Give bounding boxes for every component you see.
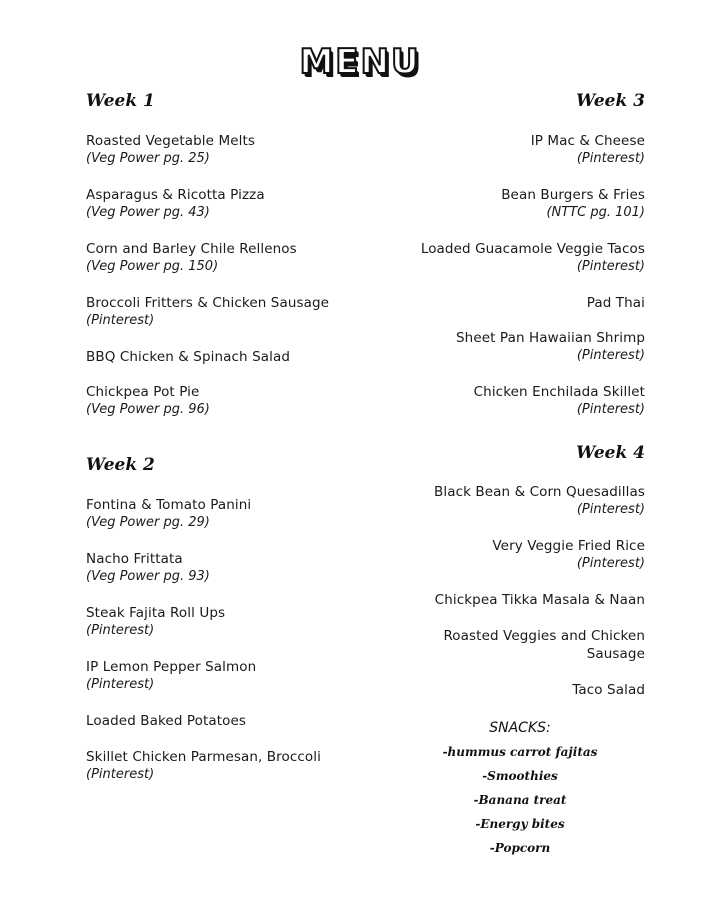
recipe-name: BBQ Chicken & Spinach Salad [86, 349, 291, 365]
recipe-name: Roasted Veggies and Chicken [443, 628, 645, 644]
recipe-source: (Veg Power pg. 96) [86, 402, 210, 417]
recipe-name: Loaded Guacamole Veggie Tacos [420, 241, 645, 257]
list-item [345, 132, 645, 168]
page-title: MENU [299, 42, 421, 82]
recipe-name: Steak Fajita Roll Ups [86, 605, 226, 621]
recipe-name: Taco Salad [572, 682, 645, 698]
list-item [86, 496, 386, 532]
list-item [86, 294, 386, 330]
recipe-name: IP Lemon Pepper Salmon [86, 659, 257, 675]
snacks-heading: SNACKS: [489, 720, 551, 736]
recipe-source: (Pinterest) [86, 677, 155, 692]
list-item [345, 483, 645, 519]
recipe-name: Corn and Barley Chile Rellenos [86, 241, 297, 257]
recipe-source: (Veg Power pg. 93) [86, 569, 210, 584]
list-item [345, 681, 645, 699]
recipe-source: (NTTC pg. 101) [546, 205, 645, 220]
list-item [86, 658, 386, 694]
recipe-source: (Pinterest) [576, 348, 645, 363]
snack-item: -Banana treat [473, 793, 567, 807]
week-2-heading: Week 2 [86, 455, 155, 475]
list-item [345, 294, 645, 312]
recipe-name: Skillet Chicken Parmesan, Broccoli [86, 749, 321, 765]
recipe-source: (Pinterest) [576, 502, 645, 517]
recipe-source: (Pinterest) [86, 767, 155, 782]
list-item [86, 748, 386, 784]
list-item [345, 591, 645, 609]
snack-item: -Popcorn [489, 841, 551, 855]
recipe-source: (Pinterest) [576, 402, 645, 417]
recipe-source: (Veg Power pg. 150) [86, 259, 219, 274]
list-item [86, 348, 386, 366]
list-item [86, 186, 386, 222]
snack-item: -Energy bites [475, 817, 565, 831]
list-item [86, 712, 386, 730]
list-item [345, 240, 645, 276]
recipe-source: (Pinterest) [576, 151, 645, 166]
list-item [86, 604, 386, 640]
recipe-name: Bean Burgers & Fries [501, 187, 645, 203]
recipe-source: (Pinterest) [86, 623, 155, 638]
recipe-source: (Veg Power pg. 25) [86, 151, 210, 166]
list-item [86, 550, 386, 586]
recipe-name: IP Mac & Cheese [530, 133, 645, 149]
snacks-section [430, 716, 610, 860]
recipe-name: Chickpea Tikka Masala & Naan [434, 592, 645, 608]
recipe-name: Black Bean & Corn Quesadillas [434, 484, 645, 500]
recipe-name: Very Veggie Fried Rice [492, 538, 645, 554]
recipe-name: Loaded Baked Potatoes [86, 713, 247, 729]
list-item [345, 383, 645, 419]
recipe-name: Pad Thai [586, 295, 645, 311]
recipe-name: Nacho Frittata [86, 551, 183, 567]
list-item [86, 383, 386, 419]
list-item [86, 240, 386, 276]
recipe-name-continued: Sausage [586, 646, 645, 662]
recipe-name: Chicken Enchilada Skillet [473, 384, 645, 400]
week-3-heading: Week 3 [576, 91, 645, 111]
list-item [345, 537, 645, 573]
list-item [345, 186, 645, 222]
recipe-source: (Pinterest) [576, 259, 645, 274]
week-4-heading: Week 4 [576, 443, 645, 463]
list-item [345, 627, 645, 663]
recipe-name: Sheet Pan Hawaiian Shrimp [456, 330, 645, 346]
recipe-source: (Veg Power pg. 43) [86, 205, 210, 220]
recipe-name: Chickpea Pot Pie [86, 384, 200, 400]
snack-item: -hummus carrot fajitas [442, 745, 598, 759]
recipe-name: Asparagus & Ricotta Pizza [86, 187, 265, 203]
recipe-source: (Veg Power pg. 29) [86, 515, 210, 530]
recipe-name: Broccoli Fritters & Chicken Sausage [86, 295, 330, 311]
list-item [86, 132, 386, 168]
list-item [345, 329, 645, 365]
snack-item: -Smoothies [482, 769, 558, 783]
recipe-source: (Pinterest) [86, 313, 155, 328]
week-1-heading: Week 1 [86, 91, 155, 111]
recipe-source: (Pinterest) [576, 556, 645, 571]
recipe-name: Fontina & Tomato Panini [86, 497, 252, 513]
recipe-name: Roasted Vegetable Melts [86, 133, 255, 149]
